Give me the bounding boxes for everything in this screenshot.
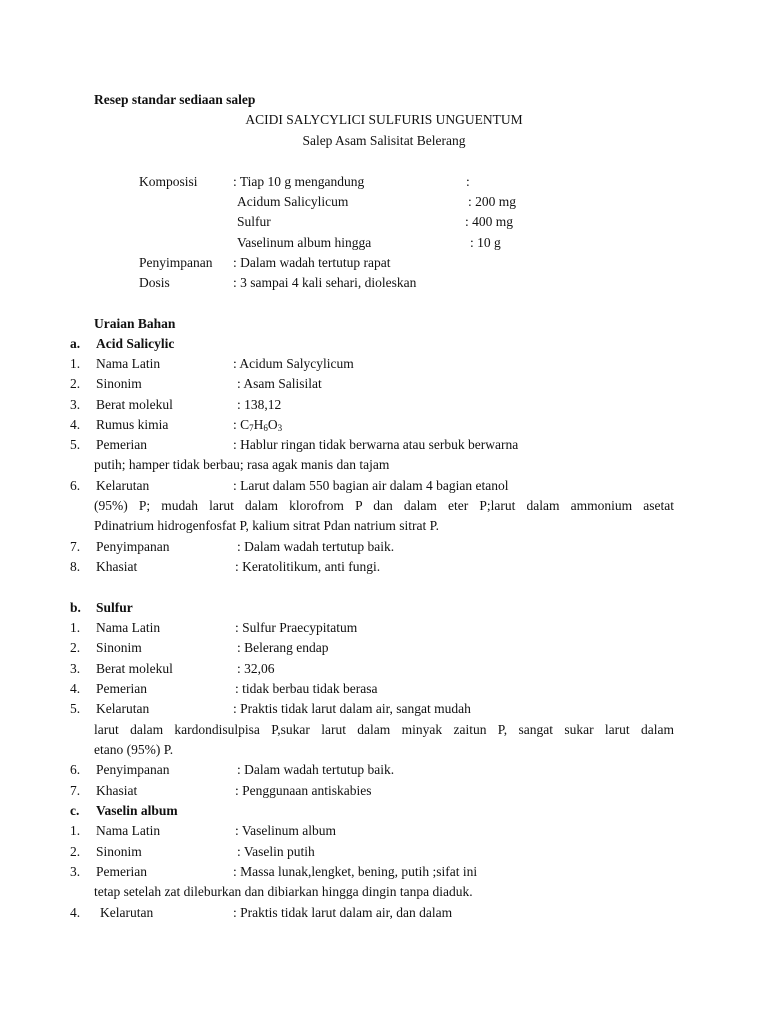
item-continuation: (95%) P; mudah larut dalam klorofrom P dan dalam eter P;larut dalam ammonium asetat — [94, 498, 674, 513]
dosis-value: : 3 sampai 4 kali sehari, dioleskan — [233, 275, 417, 290]
formula-prefix: : C — [233, 417, 250, 432]
item-value: : Acidum Salycylicum — [233, 356, 354, 371]
item-number: 6. — [70, 478, 81, 493]
item-label: Sinonim — [96, 640, 142, 655]
item-value: : Dalam wadah tertutup baik. — [237, 539, 395, 554]
item-value: : Hablur ringan tidak berwarna atau serbuk berwarna — [233, 437, 519, 452]
formula-element: O — [267, 417, 278, 432]
item-label: Sinonim — [96, 844, 142, 859]
document-subtitle: Salep Asam Salisitat Belerang — [302, 133, 466, 148]
item-number: 7. — [70, 783, 81, 798]
item-number: 5. — [70, 437, 81, 452]
item-label: Khasiat — [96, 783, 138, 798]
section-title: Acid Salicylic — [96, 336, 175, 351]
item-label: Berat molekul — [96, 661, 173, 676]
item-number: 7. — [70, 539, 81, 554]
item-value: : Asam Salisilat — [237, 376, 322, 391]
item-value: : Dalam wadah tertutup baik. — [237, 762, 395, 777]
document-heading: Resep standar sediaan salep — [94, 92, 256, 107]
item-number: 2. — [70, 376, 81, 391]
ingredient-name: Vaselinum album hingga — [237, 235, 372, 250]
penyimpanan-label: Penyimpanan — [139, 255, 213, 270]
item-number: 5. — [70, 701, 81, 716]
komposisi-value: : Tiap 10 g mengandung — [233, 174, 365, 189]
item-number: 2. — [70, 844, 81, 859]
item-label: Kelarutan — [96, 478, 150, 493]
item-label: Penyimpanan — [96, 539, 170, 554]
item-value: : 32,06 — [237, 661, 275, 676]
item-value: : Penggunaan antiskabies — [235, 783, 372, 798]
ingredient-amount: : 200 mg — [468, 194, 517, 209]
item-number: 3. — [70, 397, 81, 412]
item-number: 4. — [70, 905, 81, 920]
uraian-heading: Uraian Bahan — [94, 316, 176, 331]
item-label: Nama Latin — [96, 356, 161, 371]
item-continuation: tetap setelah zat dileburkan dan dibiarkan hingga dingin tanpa diaduk. — [94, 884, 473, 899]
item-label: Nama Latin — [96, 620, 161, 635]
item-value: : Sulfur Praecypitatum — [235, 620, 358, 635]
item-continuation: etano (95%) P. — [94, 742, 174, 757]
item-number: 4. — [70, 681, 81, 696]
formula-subscript: 3 — [277, 423, 283, 433]
item-number: 3. — [70, 864, 81, 879]
item-value: : Belerang endap — [237, 640, 329, 655]
item-value: : Vaselinum album — [235, 823, 336, 838]
komposisi-colon: : — [466, 174, 470, 189]
item-label: Pemerian — [96, 437, 147, 452]
item-number: 2. — [70, 640, 81, 655]
item-label: Kelarutan — [96, 701, 150, 716]
item-label: Nama Latin — [96, 823, 161, 838]
item-label: Kelarutan — [100, 905, 154, 920]
ingredient-name: Sulfur — [237, 214, 271, 229]
item-label: Berat molekul — [96, 397, 173, 412]
item-value: : tidak berbau tidak berasa — [235, 681, 378, 696]
item-continuation: larut dalam kardondisulpisa P,sukar larut dalam minyak zaitun P, sangat sukar larut dalam — [94, 722, 674, 737]
document-title: ACIDI SALYCYLICI SULFURIS UNGUENTUM — [245, 112, 523, 127]
item-label: Khasiat — [96, 559, 138, 574]
item-value: : Massa lunak,lengket, bening, putih ;sifat ini — [233, 864, 478, 879]
komposisi-label: Komposisi — [139, 174, 198, 189]
item-number: 4. — [70, 417, 81, 432]
section-title: Sulfur — [96, 600, 133, 615]
ingredient-amount: : 10 g — [470, 235, 501, 250]
ingredient-amount: : 400 mg — [465, 214, 514, 229]
formula-subscript: 6 — [263, 423, 268, 433]
item-number: 8. — [70, 559, 81, 574]
item-value: : Vaselin putih — [237, 844, 315, 859]
item-number: 1. — [70, 823, 81, 838]
item-number: 1. — [70, 620, 81, 635]
section-letter: c. — [70, 803, 80, 818]
item-label: Pemerian — [96, 864, 147, 879]
item-value: : Praktis tidak larut dalam air, sangat mudah — [233, 701, 471, 716]
section-letter: b. — [70, 600, 81, 615]
item-number: 6. — [70, 762, 81, 777]
item-value: : 138,12 — [237, 397, 282, 412]
item-number: 3. — [70, 661, 81, 676]
section-title: Vaselin album — [96, 803, 178, 818]
item-continuation: putih; hamper tidak berbau; rasa agak manis dan tajam — [94, 457, 390, 472]
ingredient-name: Acidum Salicylicum — [237, 194, 349, 209]
item-label: Sinonim — [96, 376, 142, 391]
item-continuation: Pdinatrium hidrogenfosfat P, kalium sitrat Pdan natrium sitrat P. — [94, 518, 439, 533]
item-label: Penyimpanan — [96, 762, 170, 777]
item-label: Rumus kimia — [96, 417, 169, 432]
formula-element: H — [253, 417, 264, 432]
formula-subscript: 7 — [249, 423, 254, 433]
item-number: 1. — [70, 356, 81, 371]
item-value: : Praktis tidak larut dalam air, dan dalam — [233, 905, 453, 920]
item-label: Pemerian — [96, 681, 147, 696]
section-letter: a. — [70, 336, 81, 351]
penyimpanan-value: : Dalam wadah tertutup rapat — [233, 255, 391, 270]
item-value: : Larut dalam 550 bagian air dalam 4 bagian etanol — [233, 478, 509, 493]
item-value: : Keratolitikum, anti fungi. — [235, 559, 381, 574]
chemical-formula — [233, 417, 282, 433]
dosis-label: Dosis — [139, 275, 170, 290]
